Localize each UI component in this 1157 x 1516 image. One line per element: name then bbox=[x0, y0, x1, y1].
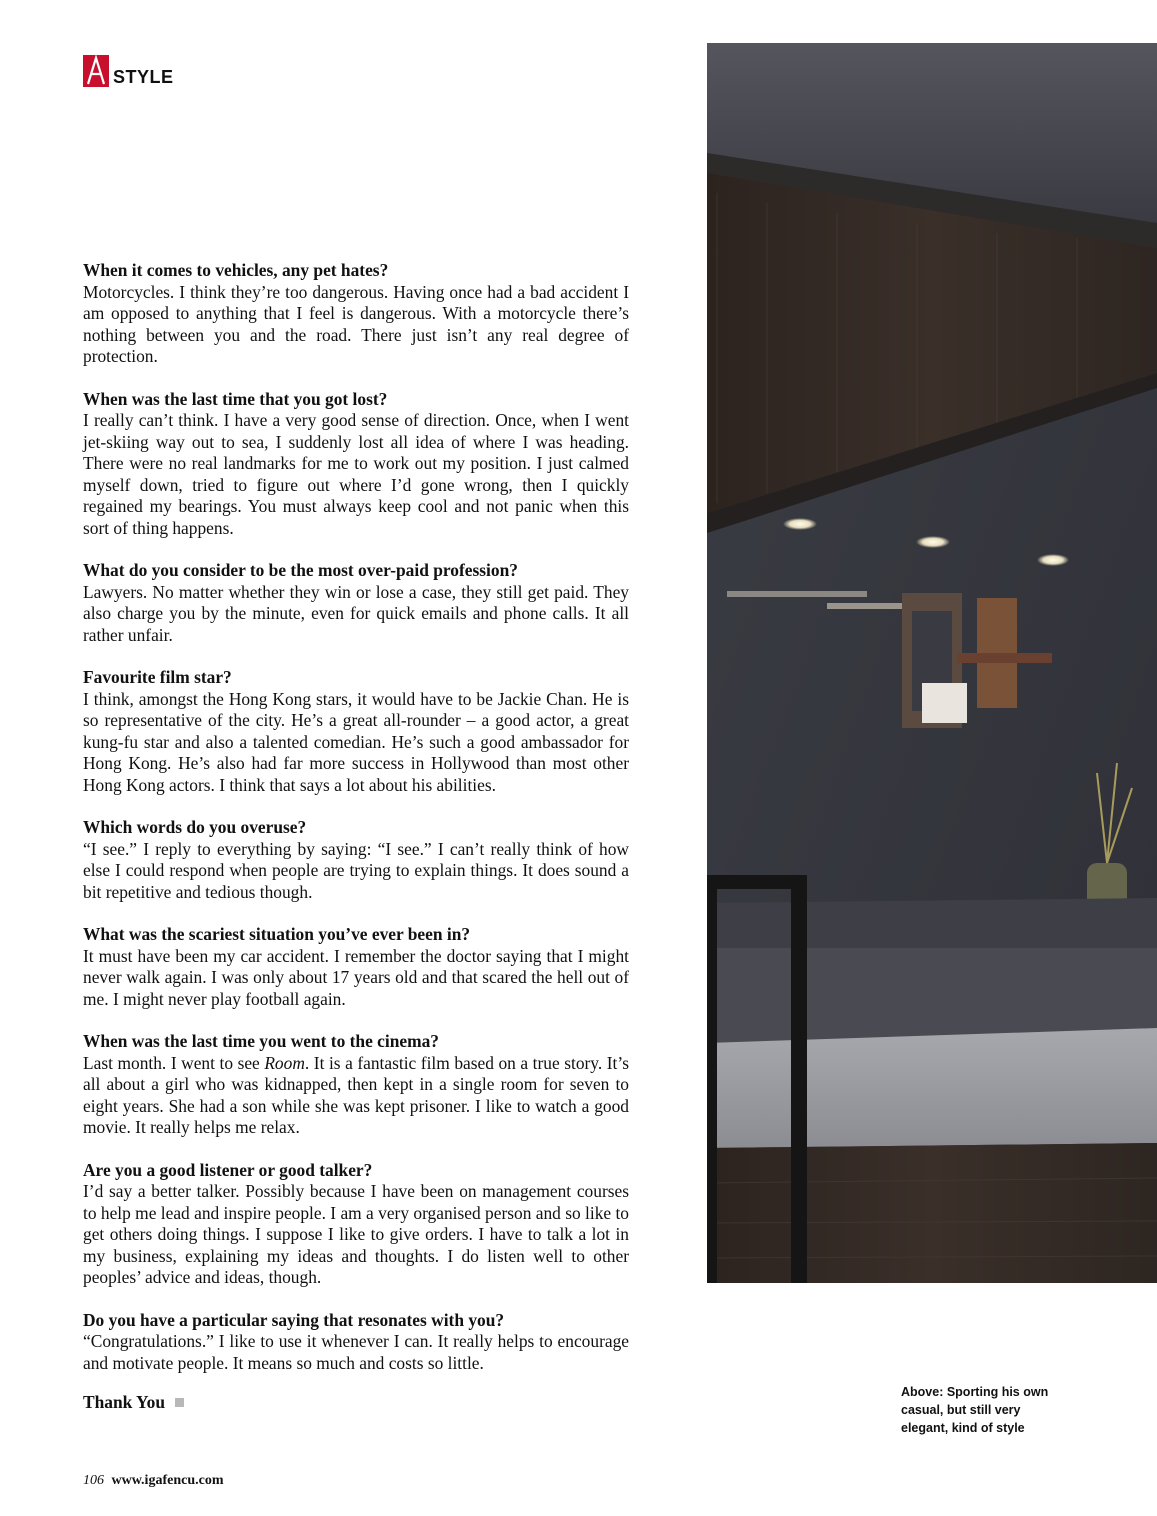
interview-article bbox=[83, 260, 629, 1414]
question: When was the last time that you got lost? bbox=[83, 388, 388, 409]
page-number: 106 bbox=[83, 1473, 104, 1488]
qa-item bbox=[83, 667, 629, 796]
question: What was the scariest situation you’ve ever been in? bbox=[83, 924, 471, 944]
qa-item bbox=[83, 1160, 629, 1289]
photo-caption: Above: Sporting his own casual, but still very elegant, kind of style bbox=[901, 1385, 1049, 1435]
film-title: Room bbox=[264, 1052, 305, 1073]
question: When was the last time you went to the cinema? bbox=[83, 1031, 439, 1051]
question: Favourite film star? bbox=[83, 667, 232, 687]
answer: It must have been my car accident. I remember the doctor saying that I might never walk again. I was only about 17 years old and that scared the hell out of me. I might never play football again. bbox=[83, 945, 629, 1009]
interior-photo bbox=[707, 43, 1157, 1283]
page-footer bbox=[83, 1473, 224, 1489]
question: Do you have a particular saying that resonates with you? bbox=[83, 1309, 505, 1330]
answer: “I see.” I reply to everything by saying: “I see.” I can’t really think of how else I could respond when people are trying to explain things. It does sound a bit repetitive and tedious though. bbox=[83, 838, 629, 902]
page-header bbox=[83, 55, 174, 87]
question: When it comes to vehicles, any pet hates? bbox=[83, 260, 389, 280]
question: Which words do you overuse? bbox=[83, 817, 307, 837]
qa-item bbox=[83, 560, 629, 646]
answer: I really can’t think. I have a very good sense of direction. Once, when I went jet-skiing way out to sea, I suddenly lost all idea of where I was heading. There were no real landmarks for me to work out my position. I just calmed myself down, tried to figure out where I’d gone wrong, then I quickly regained my bearings. You must always keep cool and not panic when this sort of thing happens. bbox=[83, 410, 629, 538]
answer-text: Last month. I went to see bbox=[83, 1052, 265, 1073]
end-of-article-icon bbox=[175, 1398, 184, 1407]
closing-text: Thank You bbox=[83, 1392, 166, 1412]
qa-item bbox=[83, 924, 629, 1010]
qa-item bbox=[83, 817, 629, 903]
website-url: www.igafencu.com bbox=[111, 1473, 224, 1488]
answer: I think, amongst the Hong Kong stars, it would have to be Jackie Chan. He is so representative of the city. He’s a great all-rounder – a good actor, a great kung-fu star and also a talented comedian. He’s such a good ambassador for Hong Kong. He’s also had far more success in Hollywood than most other Hong Kong actors. I think that says a lot about his abilities. bbox=[83, 688, 629, 795]
answer-text: . It is a fantastic film based on a true story. It’s all about a girl who was kidnapped, then kept in a single room for seven to eight years. She had a son while she was kept prisoner. I like to watch a good movie. It really helps me relax. bbox=[83, 1052, 629, 1137]
question: What do you consider to be the most over-paid profession? bbox=[83, 560, 518, 580]
answer: “Congratulations.” I like to use it whenever I can. It really helps to encourage and motivate people. It means so much and costs so little. bbox=[83, 1331, 629, 1373]
qa-item bbox=[83, 260, 629, 368]
answer: Motorcycles. I think they’re too dangerous. Having once had a bad accident I am opposed to anything that I feel is dangerous. With a motorcycle there’s nothing between you and the road. There just isn’t any real degree of protection. bbox=[83, 281, 629, 366]
answer: Lawyers. No matter whether they win or lose a case, they still get paid. They also charge you by the minute, even for quick emails and phone calls. It all rather unfair. bbox=[83, 581, 629, 645]
answer bbox=[83, 1053, 629, 1139]
qa-item bbox=[83, 1031, 629, 1139]
answer: I’d say a better talker. Possibly because I have been on management courses to help me lead and inspire people. I am a very organised person and so like to get others doing things. I suppose I like to give orders. I have to talk a lot in my business, explaining my ideas and thoughts. I do listen well to other peoples’ advice and ideas, though. bbox=[83, 1181, 629, 1287]
question: Are you a good listener or good talker? bbox=[83, 1159, 373, 1180]
magazine-logo bbox=[83, 55, 109, 87]
closing-line bbox=[83, 1392, 629, 1414]
qa-item bbox=[83, 389, 629, 540]
qa-item bbox=[83, 1310, 629, 1375]
section-label: STYLE bbox=[113, 67, 174, 87]
